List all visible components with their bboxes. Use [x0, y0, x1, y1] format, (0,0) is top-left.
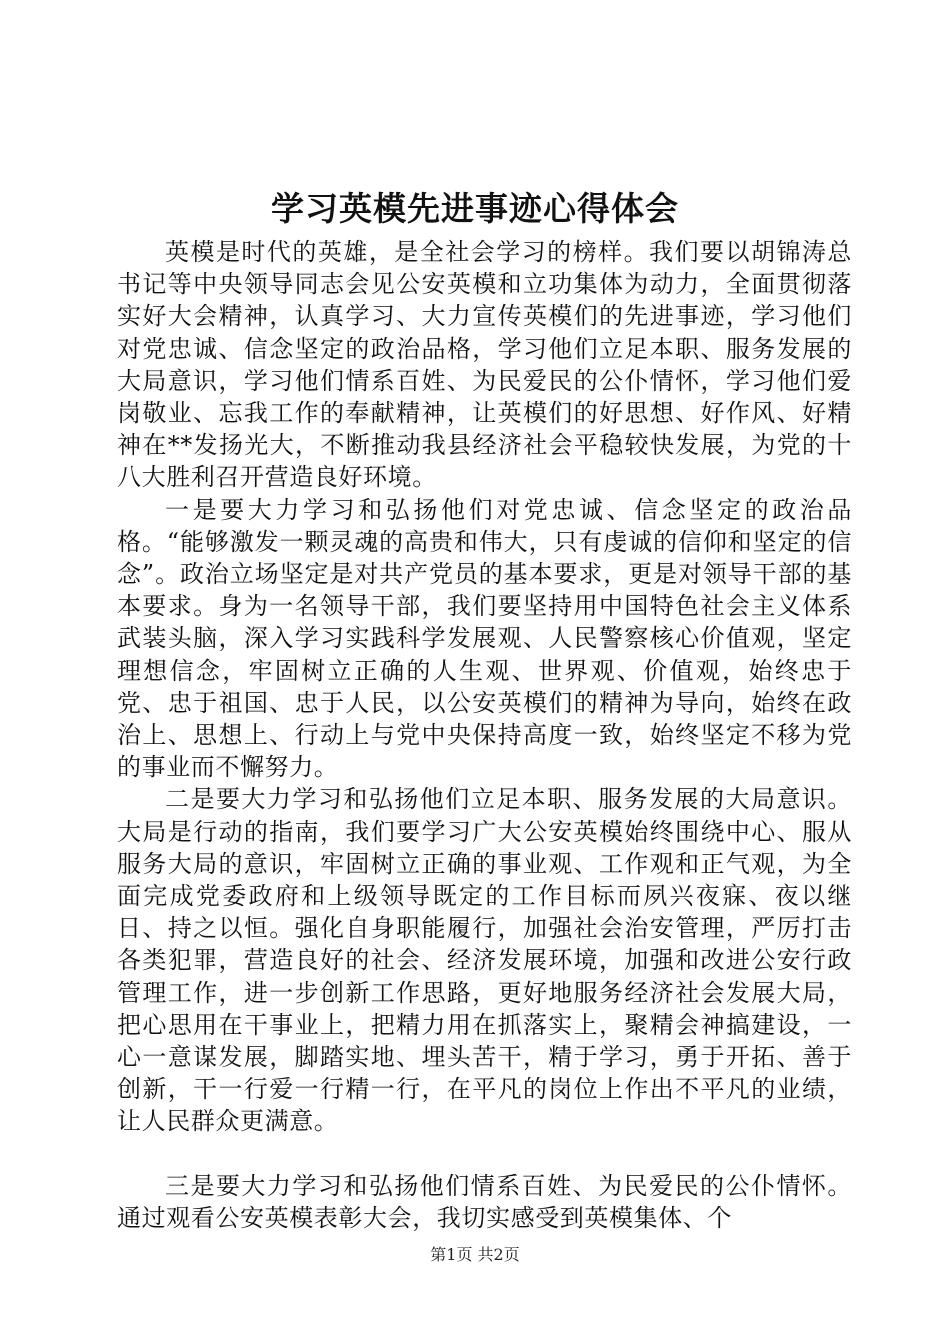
paragraph-point-one: 一是要大力学习和弘扬他们对党忠诚、信念坚定的政治品格。“能够激发一颗灵魂的高贵和伟大，只有虔诚的信仰和坚定的信念”。政治立场坚定是对共产党员的基本要求，更是对领导干部的基本要求。身为一名领导干部，我们要坚持用中国特色社会主义体系武装头脑，深入学习实践科学发展观、人民警察核心价值观，坚定理想信念，牢固树立正确的人生观、世界观、价值观，始终忠于党、忠于祖国、忠于人民，以公安英模们的精神为导向，始终在政治上、思想上、行动上与党中央保持高度一致，始终坚定不移为党的事业而不懈努力。: [117, 495, 852, 782]
paragraph-point-three: 三是要大力学习和弘扬他们情系百姓、为民爱民的公仆情怀。通过观看公安英模表彰大会，我切实感受到英模集体、个: [117, 1171, 852, 1232]
page-number-footer: 第1页 共2页: [430, 1245, 520, 1264]
document-title: 学习英模先进事迹心得体会: [271, 189, 679, 228]
paragraph-intro: 英模是时代的英雄，是全社会学习的榜样。我们要以胡锦涛总书记等中央领导同志会见公安英模和立功集体为动力，全面贯彻落实好大会精神，认真学习、大力宣传英模们的先进事迹，学习他们对党忠诚、信念坚定的政治品格，学习他们立足本职、服务发展的大局意识，学习他们情系百姓、为民爱民的公仆情怀，学习他们爱岗敬业、忘我工作的奉献精神，让英模们的好思想、好作风、好精神在**发扬光大，不断推动我县经济社会平稳较快发展，为党的十八大胜利召开营造良好环境。: [117, 238, 852, 492]
document-body: [117, 236, 852, 1234]
paragraph-point-two: 二是要大力学习和弘扬他们立足本职、服务发展的大局意识。大局是行动的指南，我们要学习广大公安英模始终围绕中心、服从服务大局的意识，牢固树立正确的事业观、工作观和正气观，为全面完成党委政府和上级领导既定的工作目标而夙兴夜寐、夜以继日、持之以恒。强化自身职能履行，加强社会治安管理，严厉打击各类犯罪，营造良好的社会、经济发展环境，加强和改进公安行政管理工作，进一步创新工作思路，更好地服务经济社会发展大局，把心思用在干事业上，把精力用在抓落实上，聚精会神搞建设，一心一意谋发展，脚踏实地、埋头苦干，精于学习，勇于开拓、善于创新，干一行爱一行精一行，在平凡的岗位上作出不平凡的业绩，让人民群众更满意。: [117, 785, 852, 1136]
